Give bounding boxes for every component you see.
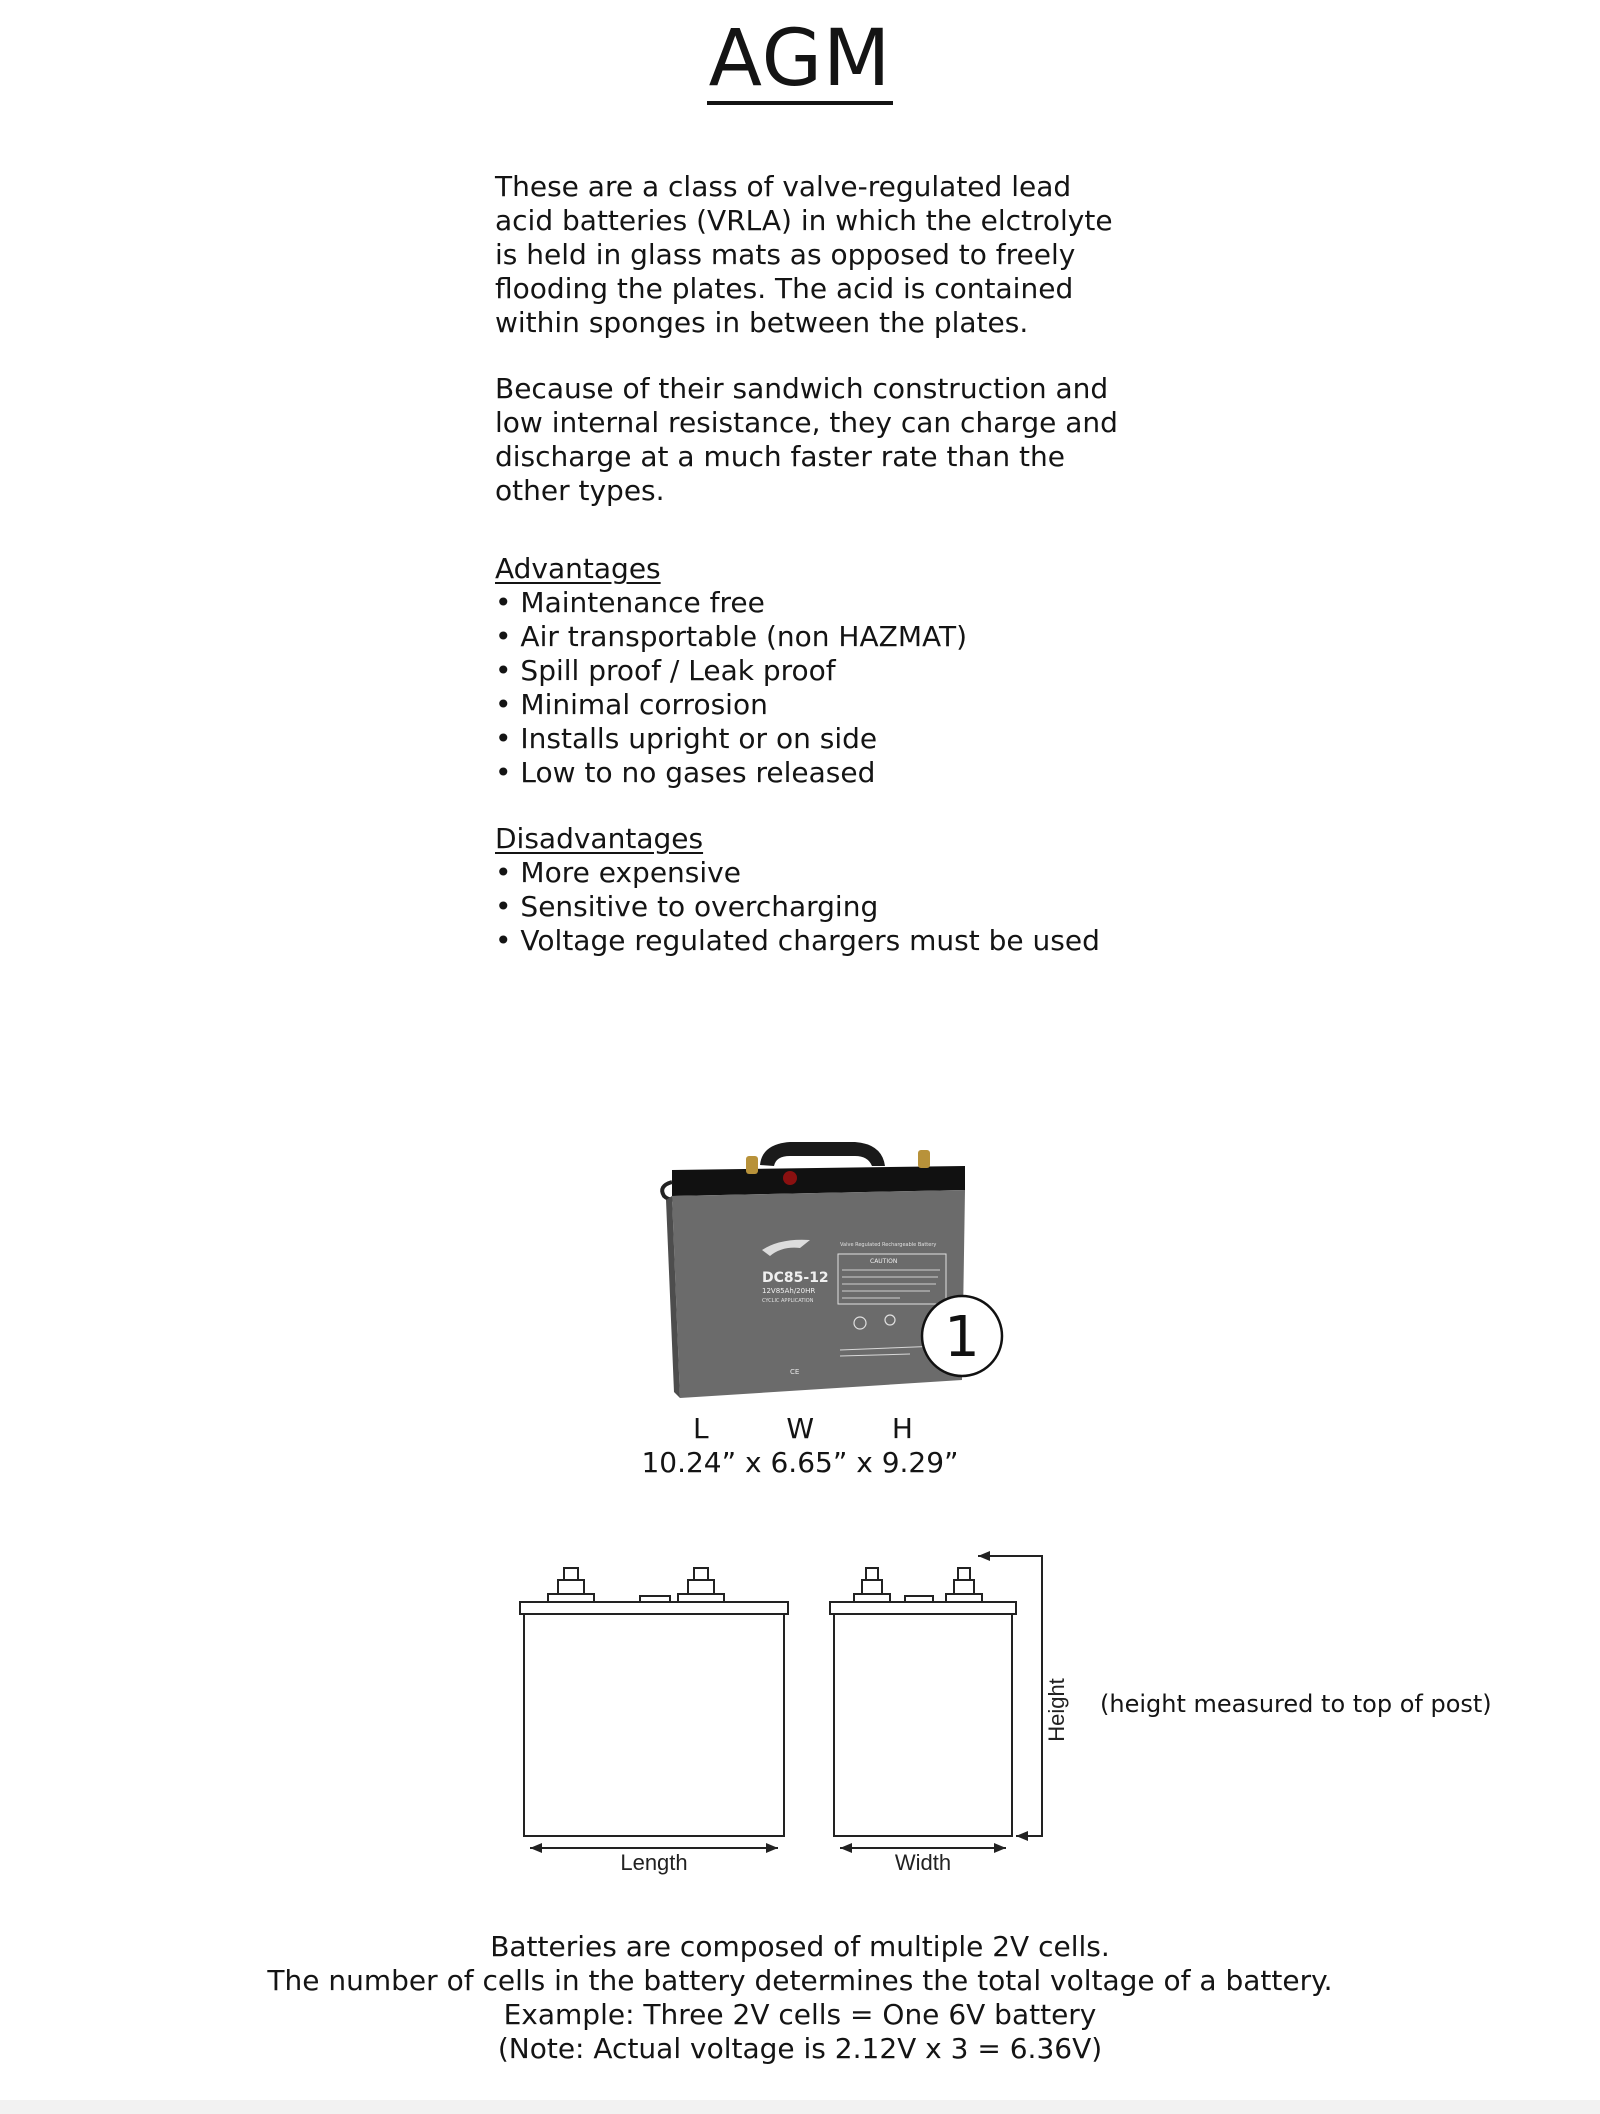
terminal-right [918,1150,930,1168]
label-width-letter: W [786,1412,815,1445]
list-item: • Spill proof / Leak proof [495,654,1135,688]
dimension-diagram [500,1540,1069,1875]
footer-line-3: Example: Three 2V cells = One 6V battery [503,1998,1097,2031]
intro-text-2: Because of their sandwich construction and low internal resistance, they can charge and discharge at a much faster rate than the other types. [495,372,1118,507]
height-bracket [978,1556,1042,1836]
intro-paragraph-2 [495,372,1135,508]
dimensions-caption [640,1412,960,1480]
side-view-post-right [946,1568,982,1602]
battery-model: DC85-12 [762,1270,829,1286]
list-item: • More expensive [495,856,1135,890]
side-view-body [834,1614,1012,1836]
list-item: • Sensitive to overcharging [495,890,1135,924]
advantages-list [495,586,1135,790]
battery-rating: 12V85Ah/20HR [762,1287,816,1295]
label-length-letter: L [693,1412,709,1445]
page-title-text: AGM [708,14,892,104]
cert-marks: CE [790,1368,800,1376]
list-item: • Voltage regulated chargers must be used [495,924,1135,958]
list-item: • Air transportable (non HAZMAT) [495,620,1135,654]
front-view-vent [640,1596,670,1602]
footer-line-1: Batteries are composed of multiple 2V cells. [490,1930,1110,1963]
disadvantages-section [495,822,1135,958]
dimension-letters [687,1412,913,1446]
page-title [0,14,1600,105]
footer-line-4: (Note: Actual voltage is 2.12V x 3 = 6.36V) [497,2032,1103,2065]
dimension-values: 10.24” x 6.65” x 9.29” [641,1446,959,1479]
intro-text-1: These are a class of valve-regulated lead acid batteries (VRLA) in which the elctrolyte is held in glass mats as opposed to freely flooding the plates. The acid is contained within sponges in between the plates. [495,170,1113,339]
badge-number: 1 [944,1305,980,1370]
side-view-lid [830,1602,1016,1614]
bottom-divider [0,2100,1600,2114]
footer-line-2: The number of cells in the battery determines the total voltage of a battery. [267,1964,1333,1997]
width-label: Width [894,1850,952,1875]
terminal-cap-left [783,1171,797,1185]
advantages-section [495,552,1135,790]
label-height-letter: H [891,1412,913,1445]
intro-paragraph-1 [495,170,1135,340]
list-item: • Installs upright or on side [495,722,1135,756]
front-view-lid [520,1602,788,1614]
battery-header-label: Valve Regulated Rechargeable Battery [840,1242,937,1248]
height-label: Height [1044,1678,1069,1742]
footer-text [0,1930,1600,2066]
front-view-post-left [548,1568,594,1602]
list-item: • Low to no gases released [495,756,1135,790]
length-label: Length [620,1850,688,1875]
battery-handle [760,1142,885,1166]
front-view-post-right [678,1568,724,1602]
disadvantages-list [495,856,1135,958]
terminal-left [746,1156,758,1174]
advantages-heading: Advantages [495,552,661,585]
caution-label: CAUTION [870,1258,898,1265]
battery-photo [650,1130,1020,1410]
height-note: (height measured to top of post) [1100,1690,1492,1718]
list-item: • Minimal corrosion [495,688,1135,722]
battery-type-label: CYCLIC APPLICATION [762,1298,814,1304]
disadvantages-heading: Disadvantages [495,822,704,855]
side-view-vent [905,1596,933,1602]
list-item: • Maintenance free [495,586,1135,620]
side-view-post-left [854,1568,890,1602]
front-view-body [524,1614,784,1836]
battery-body [672,1190,965,1398]
